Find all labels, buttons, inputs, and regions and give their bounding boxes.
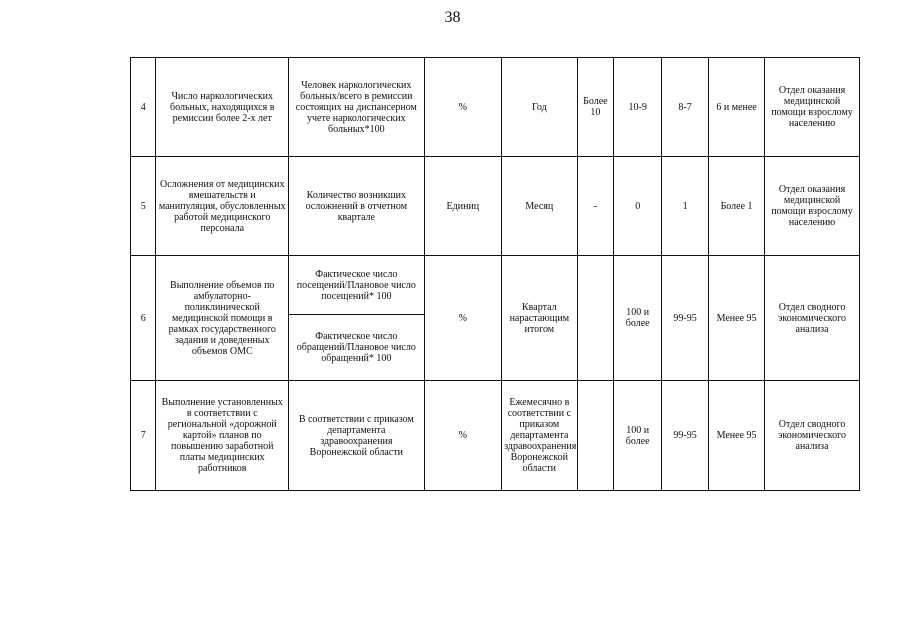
value-cell-4: 6 и менее	[709, 58, 765, 157]
responsible-cell: Отдел оказания медицинской помощи взрослому населению	[765, 157, 860, 256]
unit-cell: Единиц	[424, 157, 501, 256]
value-cell-1: -	[577, 157, 614, 256]
indicators-table	[130, 57, 860, 491]
responsible-cell: Отдел сводного экономического анализа	[765, 381, 860, 491]
formula-cell: Человек наркологических больных/всего в ремиссии состоящих на диспансерном учете наркологических больных*100	[289, 58, 425, 157]
formula-cell: Количество возникших осложнений в отчетном квартале	[289, 157, 425, 256]
value-cell-2: 0	[614, 157, 662, 256]
value-cell-3: 99-95	[662, 381, 709, 491]
row-number: 7	[131, 381, 156, 491]
value-cell-2: 10-9	[614, 58, 662, 157]
value-cell-4: Более 1	[709, 157, 765, 256]
value-cell-4: Менее 95	[709, 256, 765, 381]
table-row	[131, 256, 860, 315]
value-cell-1: Более 10	[577, 58, 614, 157]
unit-cell: %	[424, 256, 501, 381]
table-row	[131, 381, 860, 491]
value-cell-2: 100 и более	[614, 381, 662, 491]
value-cell-3: 8-7	[662, 58, 709, 157]
indicator-cell: Осложнения от медицинских вмешательств и манипуляция, обусловленных работой медицинского персонала	[156, 157, 289, 256]
unit-cell: %	[424, 58, 501, 157]
responsible-cell: Отдел оказания медицинской помощи взрослому населению	[765, 58, 860, 157]
value-cell-4: Менее 95	[709, 381, 765, 491]
value-cell-2: 100 и более	[614, 256, 662, 381]
table-row	[131, 58, 860, 157]
value-cell-3: 99-95	[662, 256, 709, 381]
period-cell: Год	[502, 58, 577, 157]
unit-cell: %	[424, 381, 501, 491]
row-number: 5	[131, 157, 156, 256]
table-row	[131, 157, 860, 256]
indicator-cell: Выполнение установленных в соответствии с региональной «дорожной картой» планов по повышению заработной платы медицинских работников	[156, 381, 289, 491]
period-cell: Месяц	[502, 157, 577, 256]
responsible-cell: Отдел сводного экономического анализа	[765, 256, 860, 381]
formula-cell: В соответствии с приказом департамента здравоохранения Воронежской области	[289, 381, 425, 491]
formula-cell-visits: Фактическое число посещений/Плановое число посещений* 100	[289, 256, 425, 315]
value-cell-3: 1	[662, 157, 709, 256]
indicator-cell: Выполнение объемов по амбулаторно-поликлинической медицинской помощи в рамках государственного задания и доведенных объемов ОМС	[156, 256, 289, 381]
period-cell: Ежемесячно в соответствии с приказом департамента здравоохранения Воронежской области	[502, 381, 577, 491]
indicator-cell: Число наркологических больных, находящихся в ремиссии более 2-х лет	[156, 58, 289, 157]
page-number: 38	[444, 9, 461, 26]
value-cell-1	[577, 381, 614, 491]
value-cell-1	[577, 256, 614, 381]
row-number: 4	[131, 58, 156, 157]
formula-cell-appeals: Фактическое число обращений/Плановое число обращений* 100	[289, 315, 425, 381]
row-number: 6	[131, 256, 156, 381]
period-cell: Квартал нарастающим итогом	[502, 256, 577, 381]
